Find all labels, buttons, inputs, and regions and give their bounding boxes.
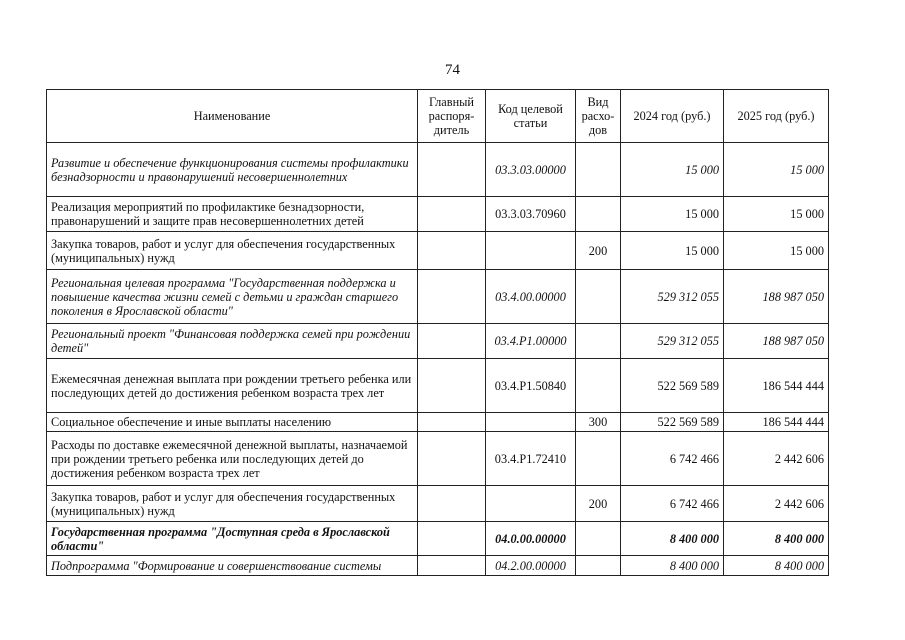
row-chief (418, 556, 486, 576)
row-chief (418, 324, 486, 359)
budget-table (46, 89, 829, 576)
table-row (47, 486, 829, 522)
row-name: Региональный проект "Финансовая поддержка семей при рождении детей" (47, 324, 418, 359)
row-amount-2025: 8 400 000 (724, 522, 829, 556)
row-kind (576, 197, 621, 232)
row-kind (576, 359, 621, 413)
table-row (47, 556, 829, 576)
row-name: Государственная программа "Доступная среда в Ярославской области" (47, 522, 418, 556)
row-kind (576, 556, 621, 576)
row-code: 03.3.03.00000 (486, 143, 576, 197)
row-amount-2025: 2 442 606 (724, 486, 829, 522)
row-code (486, 232, 576, 270)
row-amount-2025: 188 987 050 (724, 324, 829, 359)
row-amount-2025: 15 000 (724, 197, 829, 232)
table-row (47, 522, 829, 556)
row-kind: 200 (576, 486, 621, 522)
row-amount-2025: 15 000 (724, 143, 829, 197)
row-chief (418, 413, 486, 432)
row-amount-2025: 188 987 050 (724, 270, 829, 324)
table-row (47, 413, 829, 432)
row-amount-2025: 186 544 444 (724, 359, 829, 413)
table-row (47, 143, 829, 197)
header-code: Код целевой статьи (486, 90, 576, 143)
row-amount-2025: 15 000 (724, 232, 829, 270)
table-header-row (47, 90, 829, 143)
row-amount-2024: 8 400 000 (621, 522, 724, 556)
row-kind (576, 324, 621, 359)
row-name: Социальное обеспечение и иные выплаты населению (47, 413, 418, 432)
row-name: Ежемесячная денежная выплата при рождении третьего ребенка или последующих детей до достижения ребенком возраста трех лет (47, 359, 418, 413)
row-kind (576, 143, 621, 197)
row-name: Расходы по доставке ежемесячной денежной выплаты, назначаемой при рождении третьего ребенка или последующих детей до достижения ребенком возраста трех лет (47, 432, 418, 486)
row-name: Развитие и обеспечение функционирования системы профилактики безнадзорности и правонарушений несовершеннолетних (47, 143, 418, 197)
row-name: Региональная целевая программа "Государственная поддержка и повышение качества жизни семей с детьми и граждан старшего поколения в Ярославской области" (47, 270, 418, 324)
row-amount-2025: 186 544 444 (724, 413, 829, 432)
row-chief (418, 143, 486, 197)
row-code: 03.4.Р1.00000 (486, 324, 576, 359)
row-code: 04.0.00.00000 (486, 522, 576, 556)
row-amount-2024: 15 000 (621, 197, 724, 232)
row-chief (418, 270, 486, 324)
row-code: 03.3.03.70960 (486, 197, 576, 232)
row-amount-2024: 8 400 000 (621, 556, 724, 576)
row-kind (576, 432, 621, 486)
row-amount-2024: 6 742 466 (621, 432, 724, 486)
table-row (47, 232, 829, 270)
header-name: Наименование (47, 90, 418, 143)
row-chief (418, 197, 486, 232)
row-kind: 300 (576, 413, 621, 432)
row-amount-2024: 529 312 055 (621, 324, 724, 359)
table-row (47, 270, 829, 324)
row-code: 04.2.00.00000 (486, 556, 576, 576)
row-code: 03.4.Р1.72410 (486, 432, 576, 486)
header-chief: Главный распоря-дитель (418, 90, 486, 143)
row-name: Реализация мероприятий по профилактике безнадзорности, правонарушений и защите прав несовершеннолетних детей (47, 197, 418, 232)
row-code: 03.4.00.00000 (486, 270, 576, 324)
row-amount-2024: 522 569 589 (621, 413, 724, 432)
row-amount-2025: 8 400 000 (724, 556, 829, 576)
row-chief (418, 486, 486, 522)
row-amount-2024: 15 000 (621, 143, 724, 197)
row-name: Закупка товаров, работ и услуг для обеспечения государственных (муниципальных) нужд (47, 486, 418, 522)
table-row (47, 324, 829, 359)
row-kind (576, 522, 621, 556)
row-name: Закупка товаров, работ и услуг для обеспечения государственных (муниципальных) нужд (47, 232, 418, 270)
header-2024: 2024 год (руб.) (621, 90, 724, 143)
row-chief (418, 232, 486, 270)
page-number: 74 (445, 62, 460, 78)
header-2025: 2025 год (руб.) (724, 90, 829, 143)
row-chief (418, 432, 486, 486)
row-code (486, 413, 576, 432)
table-row (47, 197, 829, 232)
row-code: 03.4.Р1.50840 (486, 359, 576, 413)
row-amount-2024: 522 569 589 (621, 359, 724, 413)
row-kind: 200 (576, 232, 621, 270)
row-kind (576, 270, 621, 324)
row-amount-2024: 15 000 (621, 232, 724, 270)
row-amount-2024: 6 742 466 (621, 486, 724, 522)
header-kind: Вид расхо-дов (576, 90, 621, 143)
row-chief (418, 359, 486, 413)
row-chief (418, 522, 486, 556)
row-name: Подпрограмма "Формирование и совершенствование системы (47, 556, 418, 576)
table-row (47, 359, 829, 413)
row-amount-2025: 2 442 606 (724, 432, 829, 486)
row-amount-2024: 529 312 055 (621, 270, 724, 324)
row-code (486, 486, 576, 522)
table-row (47, 432, 829, 486)
